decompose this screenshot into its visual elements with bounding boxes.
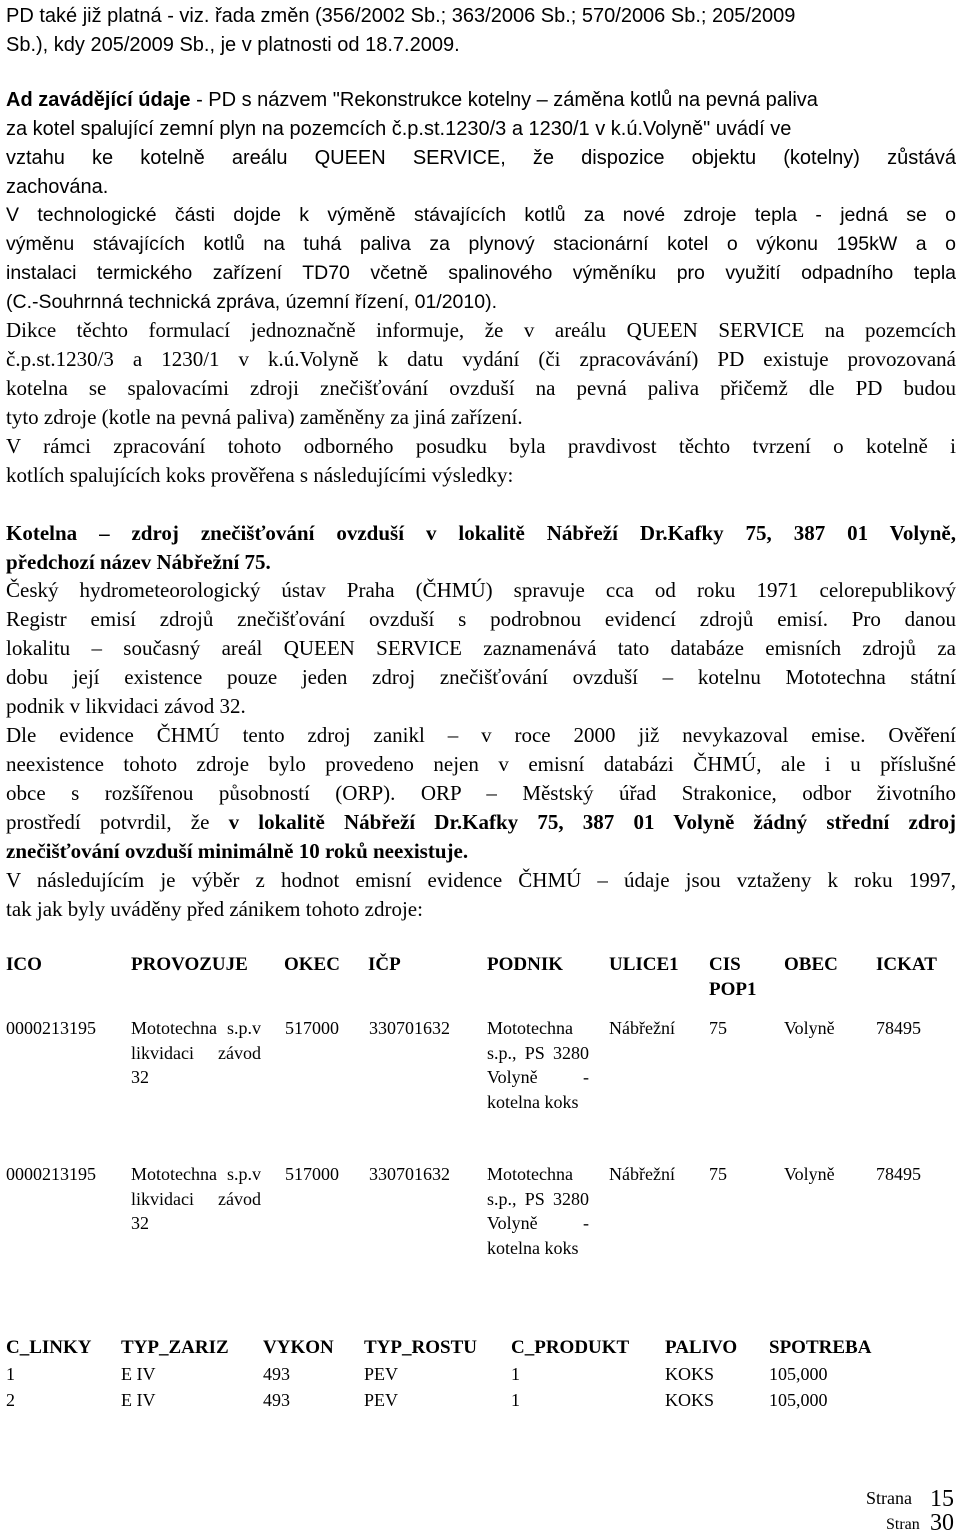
table1-header-okec: OKEC [284,954,340,975]
table2-header-typ-zariz: TYP_ZARIZ [121,1337,229,1358]
evidence-line-1: Dle evidence ČHMÚ tento zdroj zanikl – v roce 2000 již nevykazoval emise. Ověření [6,723,956,747]
heading-line-1: Kotelna – zdroj znečišťování ovzduší v lokalitě Nábřeží Dr.Kafky 75, 387 01 Volyně, [6,521,956,545]
verification-paragraph [6,432,956,490]
dikce-paragraph [6,316,956,432]
evidence-paragraph [6,721,956,866]
table-row [6,1162,956,1308]
intro-line-1: PD také již platná - viz. řada změn (356/2002 Sb.; 363/2006 Sb.; 570/2006 Sb.; 205/2009 [6,5,796,27]
table1-okec: 517000 [285,1018,339,1038]
table2-header-c-produkt: C_PRODUKT [511,1337,630,1358]
table2-typ-zariz: E IV [121,1390,156,1410]
evidence-line-2: neexistence tohoto zdroje bylo provedeno nejen v emisní databázi ČHMÚ, ale i u příslušné [6,752,956,776]
dikce-line-2: č.p.st.1230/3 a 1230/1 v k.ú.Volyně k datu vydání (či zpracovávání) PD existuje provozovaná [6,347,956,371]
table1-cis: 75 [709,1164,727,1184]
ad-paragraph [6,86,956,202]
dikce-line-1: Dikce těchto formulací jednoznačně informuje, že v areálu QUEEN SERVICE na pozemcích [6,318,956,342]
table1-cis: 75 [709,1018,727,1038]
chmu-line-4: dobu její existence pouze jeden zdroj znečišťování ovzduší – kotelnu Mototechna státní [6,665,956,689]
table1-header-row [6,953,956,1005]
table1-header-podnik: PODNIK [487,954,563,975]
tech-line-3: instalaci termického zařízení TD70 včetně spalinového výměníku pro využití odpadního tepla [6,262,956,284]
table2-spotreba: 105,000 [769,1390,828,1410]
selection-paragraph [6,866,956,924]
table1-header-provozuje: PROVOZUJE [131,954,248,975]
table2-palivo: KOKS [665,1364,715,1384]
strana-label: Strana [866,1488,912,1508]
table2-typ-rostu: PEV [364,1364,399,1384]
kotelna-heading [6,519,956,577]
table1-header-obec: OBEC [784,954,838,975]
selection-line-2: tak jak byly uváděny před zánikem tohoto zdroje: [6,897,423,921]
table1-ulice: Nábřežní [609,1018,675,1038]
stran-label: Stran [886,1516,920,1533]
tech-line-4: (C.-Souhrnná technická zpráva, územní řízení, 01/2010). [6,291,498,313]
table1-header-ulice1: ULICE1 [609,954,679,975]
heading-line-2: předchozí název Nábřežní 75. [6,550,271,574]
chmu-paragraph [6,576,956,721]
table2-typ-zariz: E IV [121,1364,156,1384]
table2-vykon: 493 [263,1364,290,1384]
table1-ico: 0000213195 [6,1018,96,1038]
intro-line-2: Sb.), kdy 205/2009 Sb., je v platnosti od 18.7.2009. [6,34,460,56]
table2-header-row [6,1336,956,1362]
dikce-line-4: tyto zdroje (kotle na pevná paliva) zaměněny za jiná zařízení. [6,405,523,429]
table1-header-ico: ICO [6,954,42,975]
table1-provozuje: Mototechna s.p.v likvidaci závod 32 [131,1018,261,1087]
table-row [6,1388,956,1414]
tech-line-1: V technologické části dojde k výměně stávajících kotlů za nové zdroje tepla - jedná se o [6,204,956,226]
table2-header-spotreba: SPOTREBA [769,1337,872,1358]
evidence-line-5: znečišťování ovzduší minimálně 10 roků neexistuje. [6,839,469,863]
chmu-line-3: lokalitu – současný areál QUEEN SERVICE zaznamenává tato databáze emisních zdrojů za [6,636,956,660]
table2-header-c-linky: C_LINKY [6,1337,92,1358]
table2-header-typ-rostu: TYP_ROSTU [364,1337,477,1358]
table1-icp: 330701632 [369,1164,450,1184]
ad-line-1 [6,86,956,115]
selection-line-1: V následujícím je výběr z hodnot emisní evidence ČHMÚ – údaje jsou vztaženy k roku 1997, [6,868,956,892]
ad-line-2: za kotel spalující zemní plyn na pozemcích č.p.st.1230/3 a 1230/1 v k.ú.Volyně" uvádí ve [6,118,792,140]
table1-obec: Volyně [784,1018,835,1038]
ad-line-4: zachována. [6,176,109,198]
table1-provozuje: Mototechna s.p.v likvidaci závod 32 [131,1164,261,1233]
tech-line-2: výměnu stávajících kotlů na tuhá paliva za plynový stacionární kotel o výkonu 195kW a o [6,233,956,255]
technology-paragraph [6,201,956,317]
table1-podnik: Mototechna s.p., PS 3280 Volyně - kotelna koks [487,1018,589,1112]
table-row [6,1362,956,1388]
table1-header-ickat: ICKAT [876,954,937,975]
table1-ulice: Nábřežní [609,1164,675,1184]
table2-palivo: KOKS [665,1390,715,1410]
evidence-line-3: obce s rozšířenou působností (ORP). ORP – Městský úřad Strakonice, odbor životního [6,781,956,805]
chmu-line-1: Český hydrometeorologický ústav Praha (ČHMÚ) spravuje cca od roku 1971 celorepublikový [6,578,956,602]
table2-vykon: 493 [263,1390,290,1410]
dikce-line-3: kotelna se spalovacími zdroji znečišťování ovzduší na pevná paliva přičemž dle PD budou [6,376,956,400]
table2-spotreba: 105,000 [769,1364,828,1384]
table1-ico: 0000213195 [6,1164,96,1184]
evidence-line-4-plain: prostředí potvrdil, že [6,810,229,834]
stran-number: 30 [930,1510,954,1536]
ad-bold-lead: Ad zavádějící údaje [6,89,191,111]
evidence-line-4 [6,808,956,837]
table2-c-linky: 2 [6,1390,15,1410]
table1-header-icp: IČP [368,954,401,975]
table1-header-cis-pop1: CIS POP1 [709,954,757,1000]
table1-ickat: 78495 [876,1018,921,1038]
ad-line-3: vztahu ke kotelně areálu QUEEN SERVICE, že dispozice objektu (kotelny) zůstává [6,147,956,169]
chmu-line-2: Registr emisí zdrojů znečišťování ovzduší s podrobnou evidencí zdrojů emisí. Pro danou [6,607,956,631]
strana-number: 15 [930,1486,954,1512]
table2-header-palivo: PALIVO [665,1337,738,1358]
table1-okec: 517000 [285,1164,339,1184]
chmu-line-5: podnik v likvidaci závod 32. [6,694,246,718]
ad-line-1-rest: - PD s názvem "Rekonstrukce kotelny – záměna kotlů na pevná paliva [190,89,818,111]
table2-typ-rostu: PEV [364,1390,399,1410]
table1-podnik: Mototechna s.p., PS 3280 Volyně - kotelna koks [487,1164,589,1258]
verification-line-1: V rámci zpracování tohoto odborného posudku byla pravdivost těchto tvrzení o kotelně i [6,434,956,458]
evidence-line-4-bold: v lokalitě Nábřeží Dr.Kafky 75, 387 01 Volyně žádný střední zdroj [228,810,956,834]
table2-c-linky: 1 [6,1364,15,1384]
table2-header-vykon: VYKON [263,1337,334,1358]
table1-obec: Volyně [784,1164,835,1184]
table1-icp: 330701632 [369,1018,450,1038]
verification-line-2: kotlích spalujících koks prověřena s následujícími výsledky: [6,463,514,487]
intro-paragraph [6,2,956,60]
table-row [6,1016,956,1162]
table2-c-produkt: 1 [511,1364,520,1384]
table1-ickat: 78495 [876,1164,921,1184]
table2-c-produkt: 1 [511,1390,520,1410]
